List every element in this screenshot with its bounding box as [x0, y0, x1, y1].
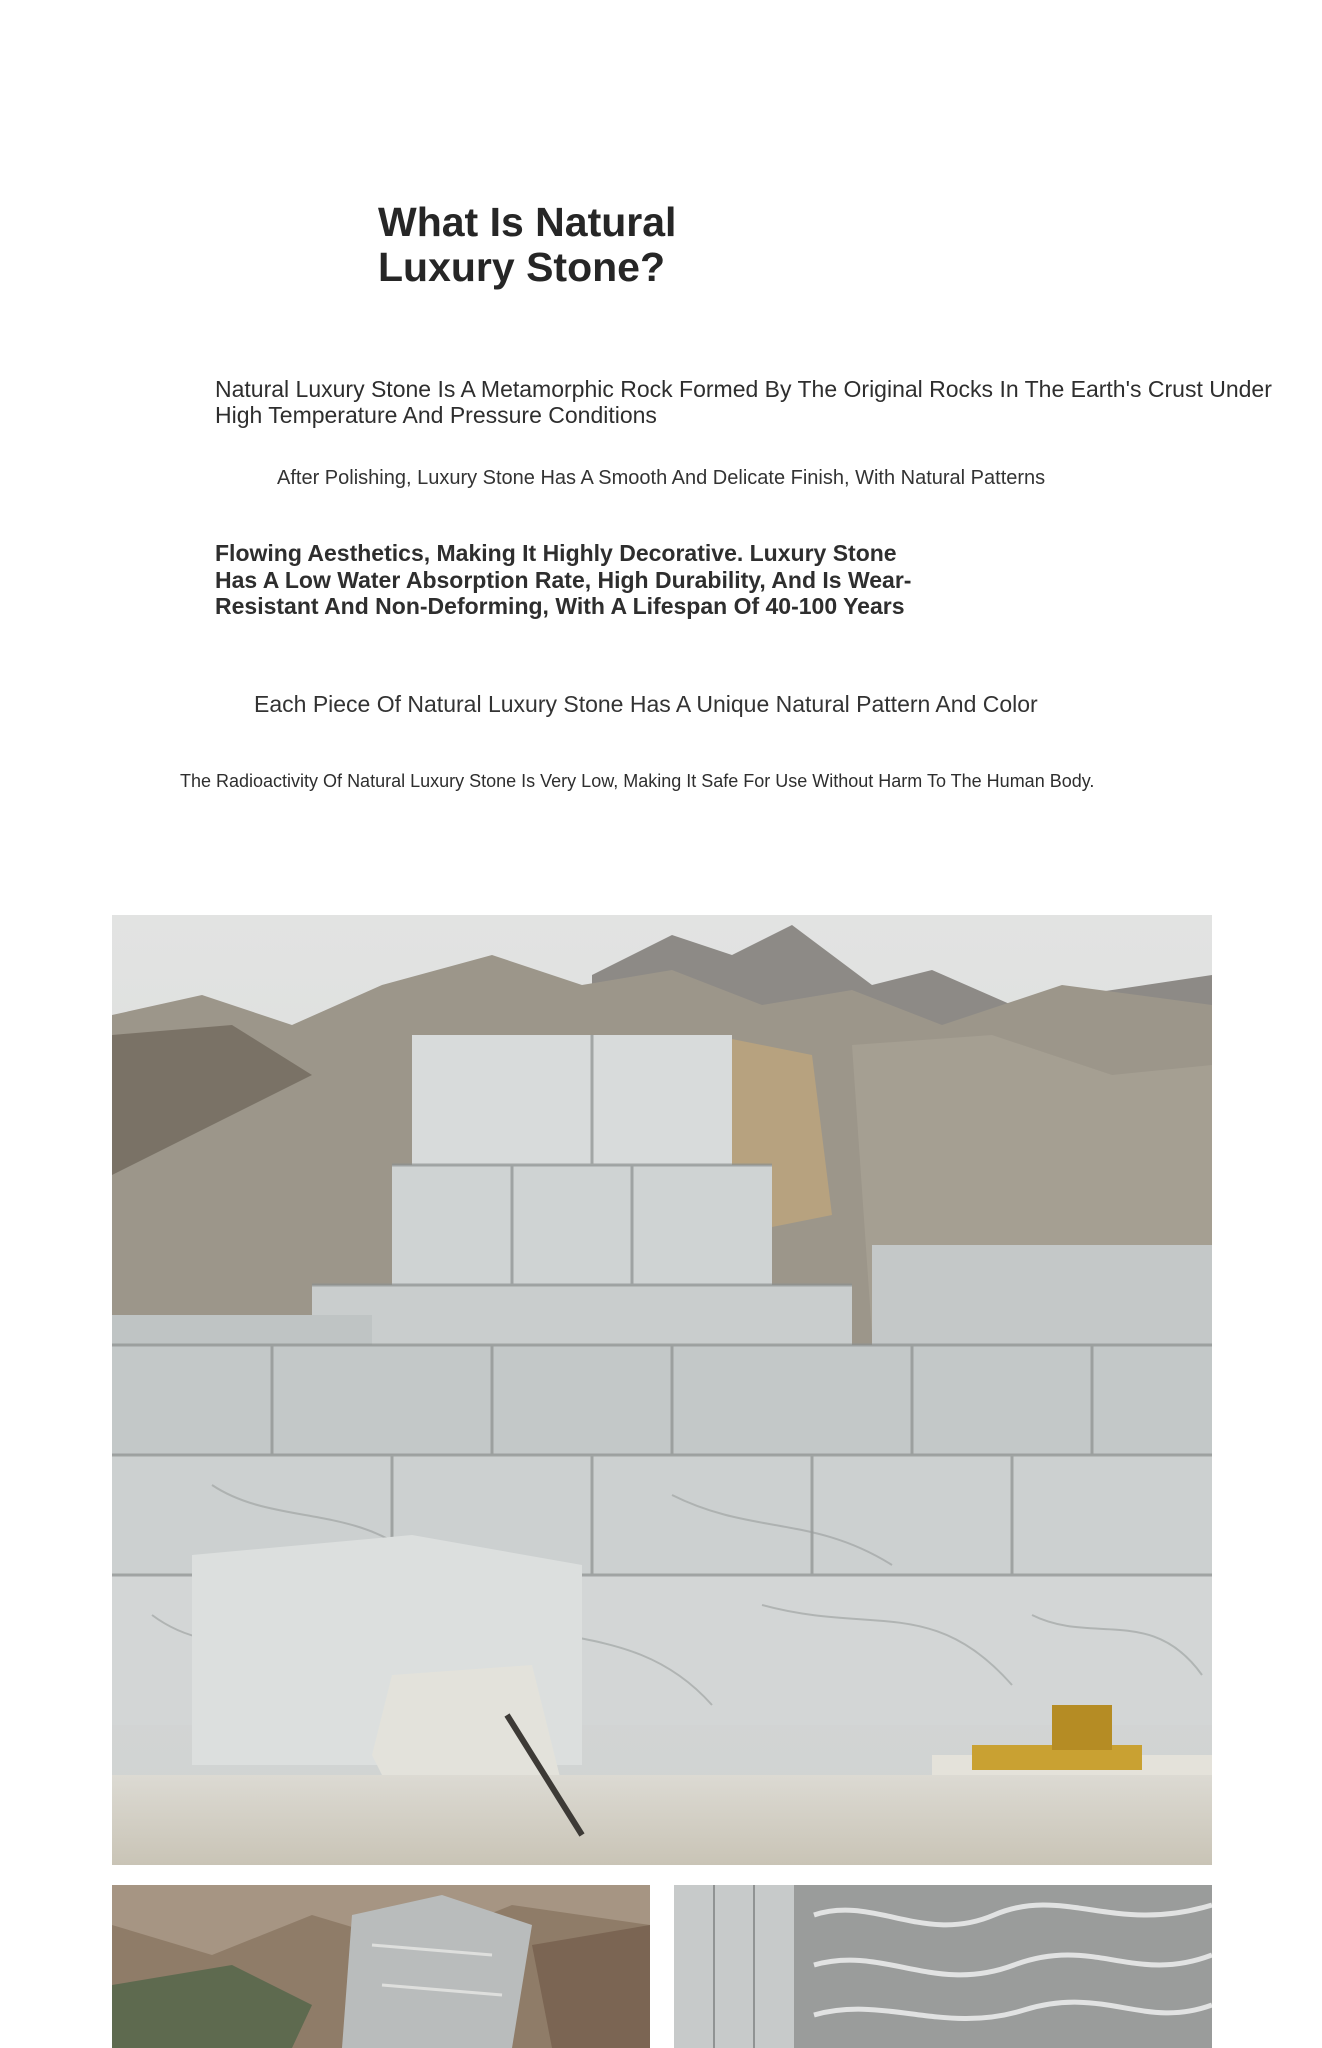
aesthetics-paragraph: Flowing Aesthetics, Making It Highly Decorative. Luxury Stone Has A Low Water Absorption Rate, High Durability, And Is Wear-Resistant And Non-Deforming, With A Lifespan Of 40-100 Years: [215, 540, 912, 619]
snowy-stone-wall-photo: [674, 1885, 1212, 2048]
page-title: What Is Natural Luxury Stone?: [378, 199, 677, 290]
uniqueness-paragraph: Each Piece Of Natural Luxury Stone Has A Unique Natural Pattern And Color: [254, 691, 1038, 717]
marble-quarry-illustration: [112, 915, 1212, 1865]
polishing-paragraph: After Polishing, Luxury Stone Has A Smooth And Delicate Finish, With Natural Patterns: [277, 467, 1046, 489]
safety-paragraph: The Radioactivity Of Natural Luxury Stone Is Very Low, Making It Safe For Use Without Harm To The Human Body.: [180, 771, 1095, 791]
mountain-quarry-photo: [112, 1885, 650, 2048]
marble-quarry-photo: [112, 915, 1212, 1865]
intro-paragraph: [215, 376, 1322, 428]
mountain-quarry-illustration: [112, 1885, 650, 2048]
snowy-stone-wall-illustration: [674, 1885, 1212, 2048]
intro-line-1: Natural Luxury Stone Is A Metamorphic Rock Formed By The Original Rocks In The Earth's Crust Under: [215, 376, 1272, 402]
intro-line-2: High Temperature And Pressure Conditions: [215, 402, 657, 428]
